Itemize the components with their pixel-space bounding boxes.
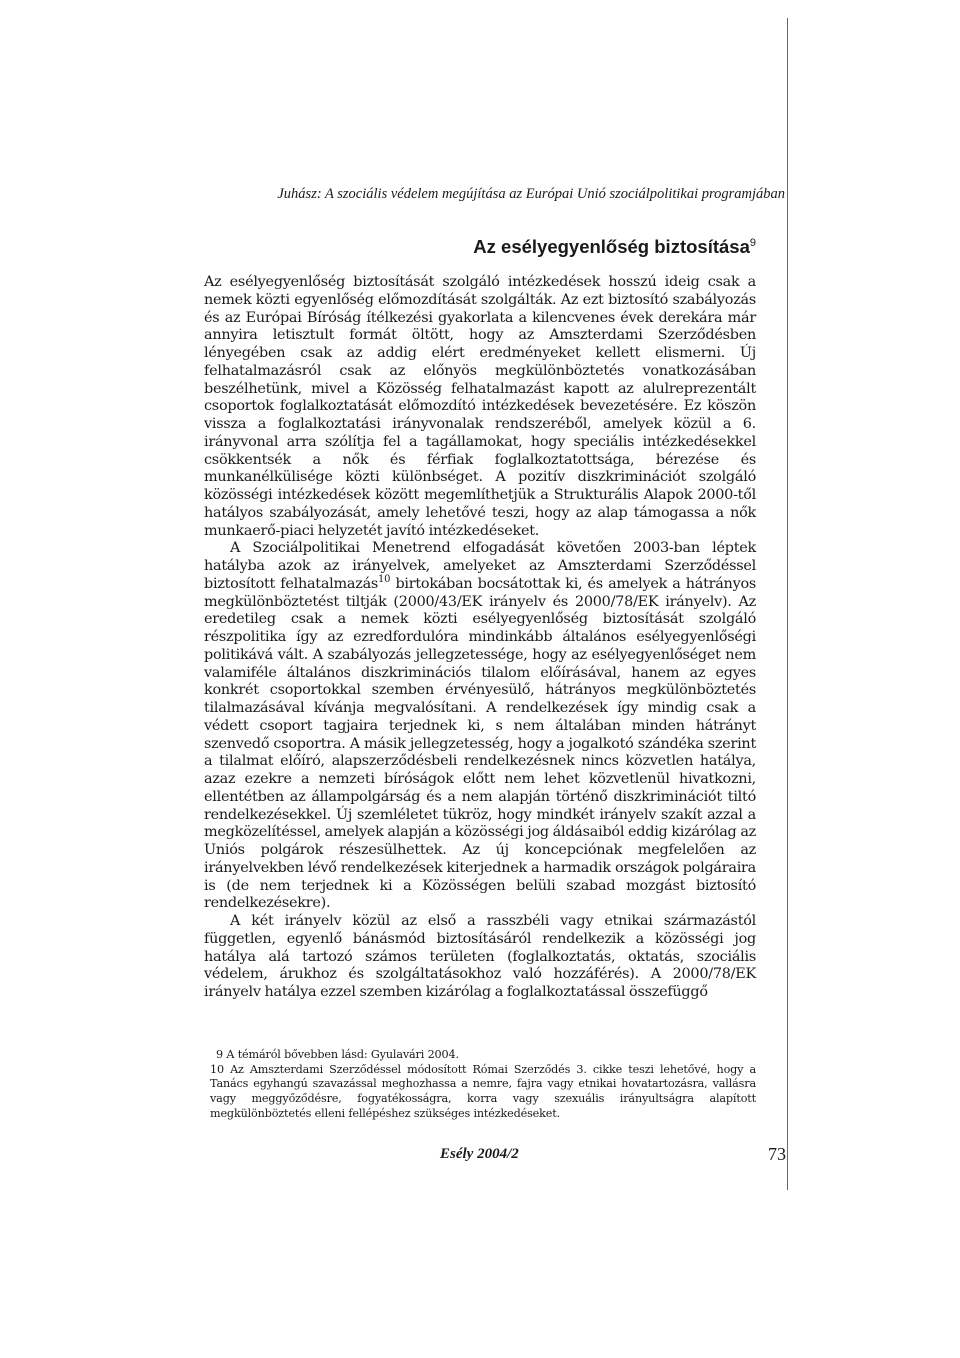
body-text bbox=[204, 274, 756, 1002]
footnote-10: 10 Az Amszterdami Szerződéssel módosított Római Szerződés 3. cikke teszi lehetővé, hogy a Tanács egyhangú szavazással meghozhassa a nemre, fajra vagy etnikai hovatartozásra, vallásra vagy meggyőződésre, fogyatékosságra, korra vagy szexuális irányultságra alapított megkülönböztetés elleni fellépéshez szükséges intézkedéseket. bbox=[210, 1062, 756, 1120]
journal-issue: Esély 2004/2 bbox=[440, 1146, 519, 1162]
footnote-ref-9[interactable]: 9 bbox=[749, 236, 756, 249]
page-number: 73 bbox=[768, 1144, 786, 1164]
paragraph-1: Az esélyegyenlőség biztosítását szolgáló intézkedések hosszú ideig csak a nemek közti egyenlőség előmozdítását szolgálták. Az ezt biztosító szabályozás és az Európai Bíróság ítélkezési gyakorlata a kilencvenes évek derekára már annyira letisztult formát öltött, hogy az Amszterdami Szerződésben lényegében csak az addig elért eredményeket kellett elismerni. Új felhatalmazásról csak az előnyös megkülönböztetés vonatkozásában beszélhetünk, mivel a Közösség felhatalmazást kapott az alulreprezentált csoportok foglalkoztatását előmozdító intézkedések bevezetésére. Ez köszön vissza a foglalkoztatási irányvonalak rendszeréből, amelyek közül a 6. irányvonal arra szólítja fel a tagállamokat, hogy speciális intézkedésekkel csökkentsék a nők és férfiak foglalkoztatottsága, bérezése és munkanélkülisége közti különbséget. A pozitív diszkriminációt szolgáló közösségi intézkedések között megemlíthetjük a Strukturális Alapok 2000-től hatályos szabályozását, amely lehetővé teszi, hogy az alap támogassa a nők munkaerő-piaci helyzetét javító intézkedéseket. bbox=[204, 274, 756, 539]
page-footer bbox=[0, 1146, 960, 1170]
paragraph-2 bbox=[204, 540, 756, 913]
paragraph-2-text-after: birtokában bocsátottak ki, és amelyek a hátrányos megkülönböztetést tiltják (2000/43/EK irányelv és 2000/78/EK irányelv). Az eredetileg csak a nemek közti esélyegyenlőség biztosítását szolgáló részpolitika így az ezredfordulóra mindinkább általános esélyegyenlőségi politikává vált. A szabályozás jellegzetessége, hogy az esélyegyenlőséget nem valamiféle általános diszkriminációs tilalom előírásával, hanem az egyes konkrét csoportokkal szemben érvényesülő, hátrányos megkülönböztetés tilalmazásával kívánja megvalósítani. A rendelkezések így mindig csak a védett csoport tagjaira terjednek ki, s nem általában minden hátrányt szenvedő csoportra. A másik jellegzetesség, hogy a jogalkotó szándéka szerint a tilalmat előíró, alapszerződésbeli rendelkezésnek nincs közvetlen hatálya, azaz ezekre a nemzeti bíróságok előtt nem lehet közvetlenül hivatkozni, ellentétben az állampolgárság és a nem alapján történő diszkriminációt tiltó rendelkezésekkel. Új szemléletet tükröz, hogy mindkét irányelv szakít azzal a megközelítéssel, amelyek alapján a közösségi jog áldásaiból eddig kizárólag az Uniós polgárok részesülhettek. Az új koncepciónak megfelelően az irányelvekben lévő rendelkezések kiterjednek a harmadik országok polgáraira is (de nem terjednek ki a Közösségen belüli szabad mozgást biztosító rendelkezésekre). bbox=[204, 575, 757, 912]
footnote-9: 9 A témáról bővebben lásd: Gyulavári 2004. bbox=[216, 1048, 459, 1061]
section-title bbox=[200, 236, 756, 258]
paragraph-3: A két irányelv közül az első a rasszbéli vagy etnikai származástól független, egyenlő bánásmód biztosításáról rendelkezik a közösségi jog hatálya alá tartozó számos területen (foglalkoztatás, oktatás, szociális védelem, árukhoz és szolgáltatásokhoz való hozzáférés). A 2000/78/EK irányelv hatálya ezzel szemben kizárólag a foglalkoztatással összefüggő bbox=[204, 913, 756, 1000]
vertical-margin-rule bbox=[787, 18, 788, 1190]
footnote-ref-10[interactable]: 10 bbox=[378, 573, 391, 585]
paragraph-2-text-before: A Szociálpolitikai Menetrend elfogadását követően 2003-ban léptek hatályba azok az irányelvek, amelyeket az Amszterdami Szerződéssel biztosított felhatalmazás bbox=[204, 540, 756, 592]
footnotes bbox=[204, 1048, 756, 1122]
running-head: Juhász: A szociális védelem megújítása az Európai Unió szociálpolitikai programjában bbox=[277, 186, 785, 202]
section-title-text: Az esélyegyenlőség biztosítása bbox=[473, 236, 750, 257]
